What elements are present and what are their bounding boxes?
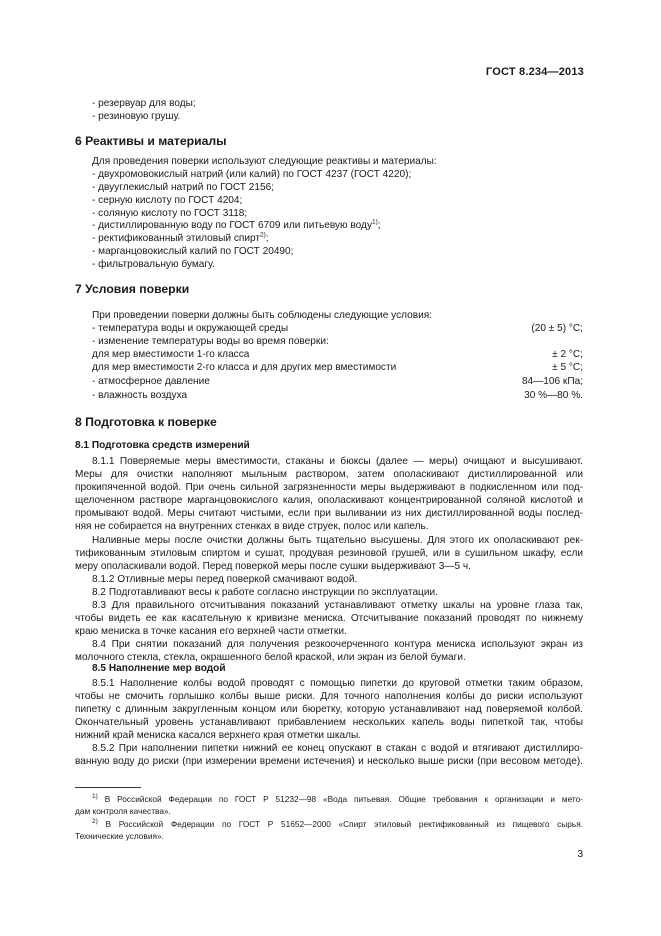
paragraph-line: 8.3 Для правильного отсчитывания показаний устанавливают отметку шкалы на уровне глаза так,: [92, 600, 583, 611]
paragraph-line: краю мениска в точке касания его верхней части отметки.: [75, 626, 347, 637]
paragraph-line: няя не собирается на внутренних стенках в виде струек, полос или капель.: [75, 521, 429, 532]
list-item: - двухромовокислый натрий (или калий) по ГОСТ 4237 (ГОСТ 4220);: [92, 169, 412, 180]
section-8-heading: 8 Подготовка к поверке: [75, 415, 217, 429]
paragraph-line: Меры для очистки наполняют мыльным раствором, затем ополаскивают дистиллированной или: [75, 469, 583, 480]
paragraph-line: 8.5.2 При наполнении пипетки нижний ее конец опускают в стакан с водой и втягивают дистиллиро-: [92, 743, 583, 754]
footnote-ref[interactable]: 1): [372, 218, 378, 226]
paragraph-line: тификованным этиловым спиртом и сушат, продувая резиновой грушей, или в сушильном шкафу, если: [75, 548, 583, 559]
page-number: 3: [577, 849, 583, 860]
footnote-line: [75, 818, 583, 830]
list-item: - резервуар для воды;: [92, 98, 196, 109]
paragraph-line: 8.2 Подготавливают весы к работе согласно инструкции по эксплуатации.: [92, 587, 438, 598]
footnote-separator: [75, 787, 141, 788]
section-7-heading: 7 Условия поверки: [75, 282, 190, 296]
paragraph-line: промывают водой. Меры считают чистыми, если при выливании из них дистиллированной воды послед-: [75, 508, 583, 519]
footnote-line: Технические условия».: [75, 831, 164, 841]
subsection-heading: 8.5 Наполнение мер водой: [92, 663, 226, 674]
condition-label: - атмосферное давление: [92, 376, 210, 387]
list-item: - двууглекислый натрий по ГОСТ 2156;: [92, 182, 275, 193]
paragraph: Для проведения поверки используют следующие реактивы и материалы:: [92, 156, 437, 167]
list-item-end: ;: [265, 233, 269, 244]
condition-value: 30 %—80 %.: [524, 390, 583, 401]
list-item: [92, 219, 381, 232]
condition-value: ± 5 °С;: [552, 362, 583, 373]
footnote-text: В Российской Федерации по ГОСТ Р 51232—98 «Вода питьевая. Общие требования к организации и мето-: [97, 794, 583, 804]
paragraph-line: Окончательный уровень устанавливают прибавлением нескольких капель воды пипеткой так, чтобы: [75, 717, 583, 728]
paragraph: При проведении поверки должны быть соблюдены следующие условия:: [92, 310, 433, 321]
paragraph-line: щелоченном растворе марганцовокислого калия, ополаскивают концентрированной соляной кислотой и: [75, 495, 583, 506]
list-item: - марганцовокислый калий по ГОСТ 20490;: [92, 246, 294, 257]
paragraph-line: Наливные меры после очистки должны быть тщательно высушены. Для этого их ополаскивают рек-: [92, 535, 583, 546]
paragraph-line: чтобы видеть ее как касательную к кривизне мениска. Отсчитывание показаний проводят по нижнему: [75, 613, 583, 624]
standard-header: ГОСТ 8.234—2013: [485, 66, 584, 78]
paragraph: - изменение температуры воды во время поверки:: [92, 336, 329, 347]
paragraph-line: пипетку с длинным закругленным концом или бюретку, которую устанавливают над поверяемой колбой.: [75, 704, 583, 715]
paragraph-line: меру ополаскивали водой. Перед поверкой меры после сушки выдерживают 3—5 ч.: [75, 561, 471, 572]
footnote-mark: 2): [92, 818, 98, 826]
paragraph-line: ванную воду до риски (при измерении времени истечения) и несколько выше риски (при весовом методе).: [75, 756, 583, 767]
footnote-text: В Российской Федерации по ГОСТ Р 51652—2000 «Спирт этиловый ректификованный из пищевого сырья.: [97, 819, 583, 829]
list-item: - соляную кислоту по ГОСТ 3118;: [92, 208, 248, 219]
paragraph-line: молочного стекла, стекла, окрашенного белой краской, или экран из белой бумаги.: [75, 652, 466, 663]
footnote-2: [75, 818, 583, 842]
condition-label: для мер вместимости 1-го класса: [92, 349, 250, 360]
condition-value: ± 2 °С;: [552, 349, 583, 360]
list-item-text: - ректификованный этиловый спирт: [92, 233, 261, 244]
list-item: - серную кислоту по ГОСТ 4204;: [92, 195, 243, 206]
footnote-1: [75, 793, 583, 817]
footnote-ref[interactable]: 2): [260, 231, 266, 239]
paragraph-line: прокипяченной водой. При очень сильной загрязненности меры выдерживают в подкисленном или под-: [75, 482, 583, 493]
list-item-end: ;: [377, 220, 381, 231]
condition-label: - температура воды и окружающей среды: [92, 323, 289, 334]
footnote-line: дам контроля качества».: [75, 806, 171, 816]
list-item: - фильтровальную бумагу.: [92, 259, 215, 270]
section-6-heading: 6 Реактивы и материалы: [75, 134, 227, 148]
subsection-heading: 8.1 Подготовка средств измерений: [75, 440, 250, 451]
paragraph-line: 8.4 При снятии показаний для получения резкоочерченного контура мениска используют экран из: [92, 639, 583, 650]
paragraph-line: чтобы не смочить горлышко колбы выше риски. Для точного наполнения колбы до риски используют: [75, 691, 583, 702]
paragraph-line: 8.1.2 Отливные меры перед поверкой смачивают водой.: [92, 574, 358, 585]
condition-label: для мер вместимости 2-го класса и для других мер вместимости: [92, 362, 397, 373]
list-item: - резиновую грушу.: [92, 111, 181, 122]
list-item: [92, 232, 269, 245]
condition-value: 84—106 кПа;: [521, 376, 583, 387]
footnote-mark: 1): [92, 793, 98, 801]
condition-value: (20 ± 5) °С;: [531, 323, 583, 334]
footnote-line: [75, 793, 583, 805]
paragraph-line: 8.5.1 Наполнение колбы водой проводят с помощью пипетки до круговой отметки таким образом,: [92, 678, 583, 689]
condition-label: - влажность воздуха: [92, 390, 188, 401]
paragraph-line: нижний край мениска касался верхнего края отметки шкалы.: [75, 730, 362, 741]
paragraph-line: 8.1.1 Поверяемые меры вместимости, стаканы и бюксы (далее — меры) очищают и высушивают.: [92, 456, 583, 467]
list-item-text: - дистиллированную воду по ГОСТ 6709 или питьевую воду: [92, 220, 372, 231]
